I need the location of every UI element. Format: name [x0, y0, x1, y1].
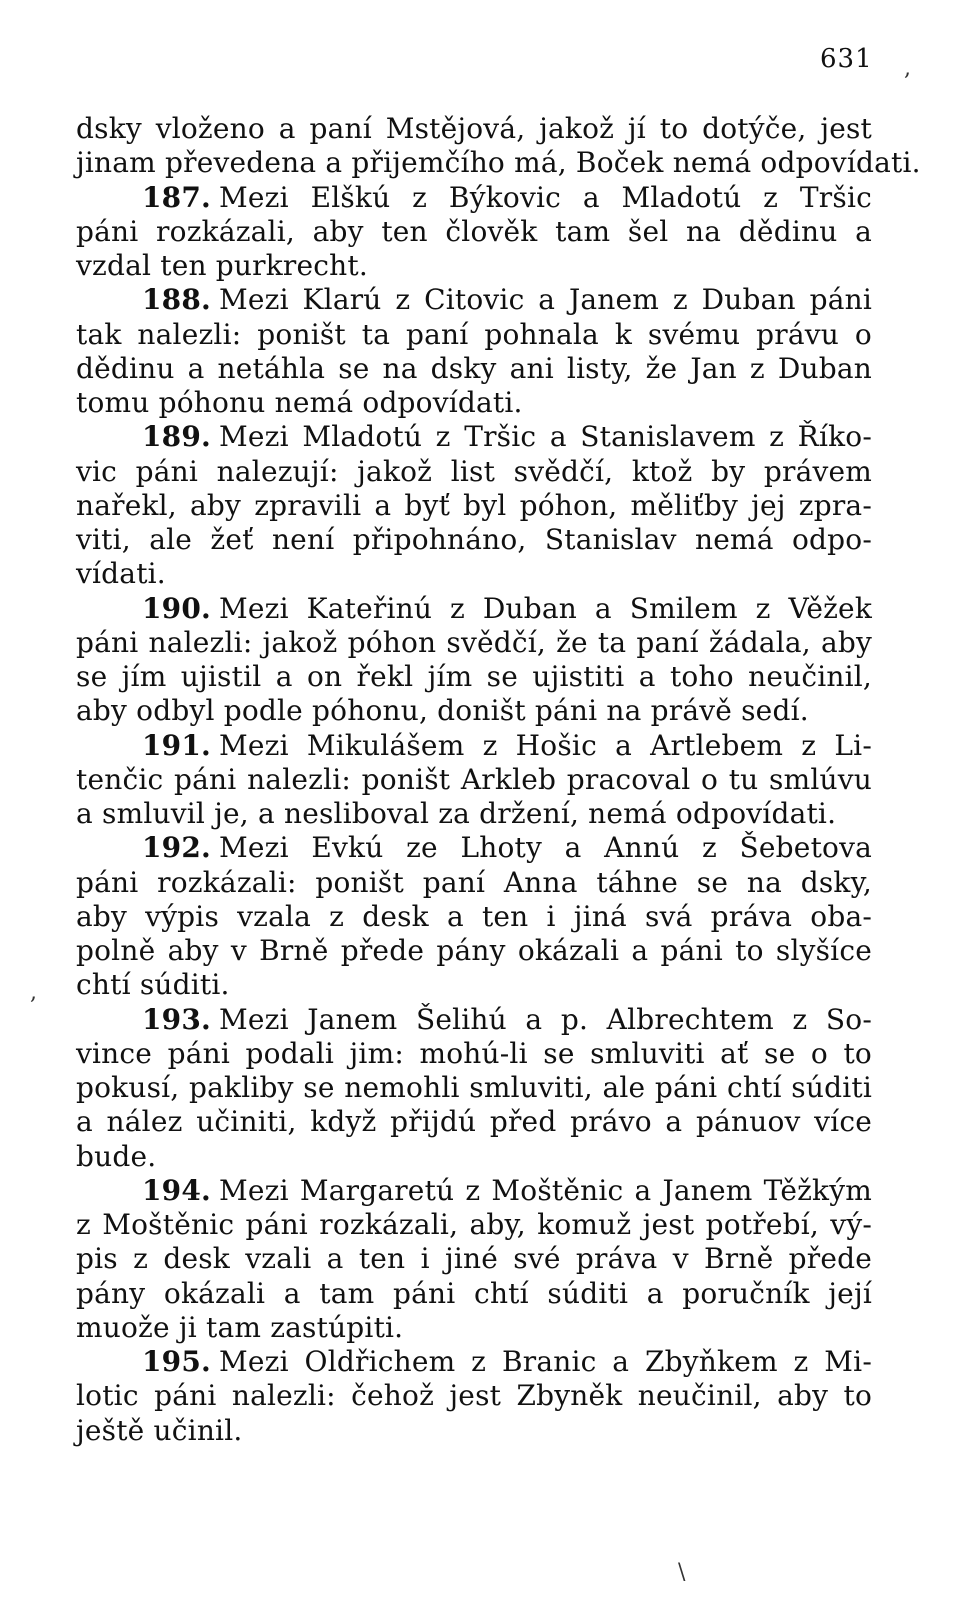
- print-speck: ,: [904, 56, 911, 81]
- entry-number: 187.: [142, 180, 211, 214]
- entry-first-line: [76, 831, 872, 865]
- text-line: Mezi Klarú z Citovic a Janem z Duban páni: [219, 283, 872, 317]
- entry-number: 190.: [142, 591, 211, 625]
- text-line: aby výpis vzala z desk a ten i jiná svá práva oba-: [76, 899, 872, 933]
- text-line: páni rozkázali: poništ paní Anna táhne se na dsky,: [76, 865, 872, 899]
- text-line: pány okázali a tam páni chtí súditi a poručník její: [76, 1276, 872, 1310]
- text-line: viti, ale žeť není připohnáno, Stanislav nemá odpo-: [76, 523, 872, 556]
- entry-number: 193.: [142, 1002, 211, 1036]
- text-line: ještě učinil.: [76, 1413, 243, 1447]
- entry-first-line: [76, 592, 872, 626]
- page-number: 631: [820, 44, 873, 74]
- text-line: Mezi Margaretú z Moštěnic a Janem Těžkým: [219, 1173, 872, 1207]
- text-line: Mezi Mikulášem z Hošic a Artlebem z Li-: [219, 728, 872, 762]
- print-speck: \: [678, 1560, 686, 1585]
- text-line: dsky vloženo a paní Mstějová, jakož jí to dotýče, jest: [76, 112, 872, 145]
- entry-first-line: [76, 283, 872, 317]
- text-line: jinam převedena a přijemčího má, Boček nemá odpovídati.: [76, 146, 921, 180]
- print-speck: ,: [30, 980, 37, 1005]
- page-body: [76, 112, 921, 1448]
- text-line: Mezi Oldřichem z Branic a Zbyňkem z Mi-: [219, 1345, 872, 1378]
- text-line: polně aby v Brně přede pány okázali a páni to slyšíce: [76, 934, 872, 967]
- entry-number: 191.: [142, 728, 211, 762]
- entry-first-line: [76, 729, 872, 763]
- text-line: lotic páni nalezli: čehož jest Zbyněk neučinil, aby to: [76, 1379, 872, 1413]
- text-line: z Moštěnic páni rozkázali, aby, komuž jest potřebí, vý-: [76, 1208, 872, 1241]
- text-line: vídati.: [76, 557, 166, 591]
- entry-first-line: [76, 1345, 872, 1379]
- text-line: bude.: [76, 1139, 157, 1173]
- text-line: se jím ujistil a on řekl jím se ujistiti a toho neučinil,: [76, 660, 872, 693]
- text-line: páni nalezli: jakož póhon svědčí, že ta paní žádala, aby: [76, 625, 872, 659]
- text-line: vic páni nalezují: jakož list svědčí, ktož by právem: [76, 454, 872, 488]
- text-line: páni rozkázali, aby ten člověk tam šel na dědinu a: [76, 214, 872, 248]
- entry-first-line: [76, 420, 872, 454]
- text-line: Mezi Kateřinú z Duban a Smilem z Věžek: [219, 591, 872, 625]
- text-line: Mezi Mladotú z Tršic a Stanislavem z Říko-: [219, 420, 872, 454]
- entry-number: 188.: [142, 283, 211, 317]
- text-line: dědinu a netáhla se na dsky ani listy, že Jan z Duban: [76, 351, 872, 385]
- entry-first-line: [76, 1174, 872, 1208]
- entry-number: 189.: [142, 420, 211, 454]
- entry-first-line: [76, 1003, 872, 1037]
- text-line: Mezi Elškú z Býkovic a Mladotú z Tršic: [219, 180, 872, 214]
- text-line: chtí súditi.: [76, 968, 230, 1002]
- text-line: muože ji tam zastúpiti.: [76, 1310, 404, 1344]
- text-line: tomu póhonu nemá odpovídati.: [76, 386, 523, 419]
- text-line: vzdal ten purkrecht.: [76, 249, 368, 282]
- text-line: pokusí, pakliby se nemohli smluviti, ale páni chtí súditi: [76, 1071, 872, 1104]
- text-line: nařekl, aby zpravili a byť byl póhon, měliťby jej zpra-: [76, 488, 872, 522]
- text-line: aby odbyl podle póhonu, doništ páni na právě sedí.: [76, 694, 809, 728]
- text-line: Mezi Janem Šelihú a p. Albrechtem z So-: [219, 1002, 872, 1036]
- text-line: tak nalezli: poništ ta paní pohnala k svému právu o: [76, 317, 872, 351]
- entry-first-line: [76, 181, 872, 215]
- text-line: a smluvil je, a nesliboval za držení, nemá odpovídati.: [76, 797, 837, 830]
- entry-number: 194.: [142, 1173, 211, 1207]
- entry-number: 192.: [142, 831, 211, 865]
- entry-number: 195.: [142, 1345, 211, 1378]
- text-line: tenčic páni nalezli: poništ Arkleb pracoval o tu smlúvu: [76, 762, 872, 796]
- text-line: Mezi Evkú ze Lhoty a Annú z Šebetova: [219, 831, 872, 865]
- text-line: a nález učiniti, když přijdú před právo a pánuov více: [76, 1105, 872, 1139]
- text-line: vince páni podali jim: mohú-li se smluviti ať se o to: [76, 1036, 872, 1070]
- text-line: pis z desk vzali a ten i jiné své práva v Brně přede: [76, 1242, 872, 1276]
